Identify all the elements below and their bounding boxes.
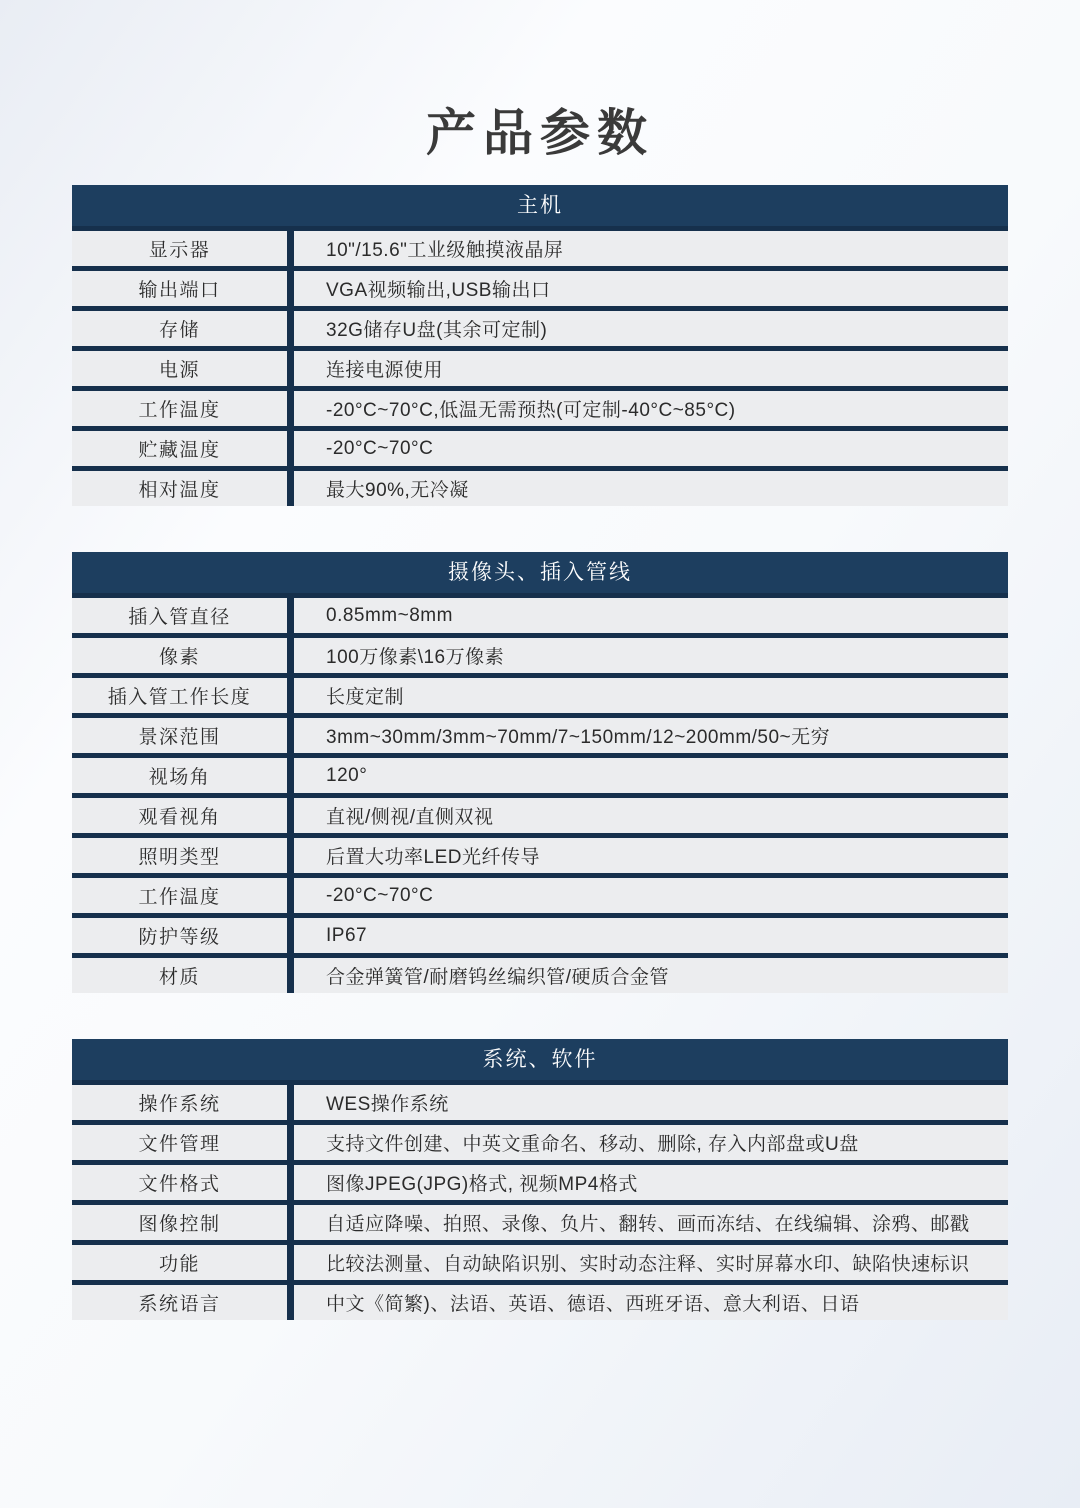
table-section-title: 主机 (72, 185, 1008, 226)
table-row (72, 753, 1008, 793)
table-row (72, 346, 1008, 386)
row-value: 后置大功率LED光纤传导 (326, 847, 540, 868)
table-row (72, 873, 1008, 913)
table-row (72, 913, 1008, 953)
row-label: 照明类型 (72, 838, 294, 873)
table-row (72, 1120, 1008, 1160)
table-row (72, 1160, 1008, 1200)
row-label: 像素 (72, 638, 294, 673)
page-title: 产品参数 (426, 105, 654, 161)
row-label: 材质 (72, 958, 294, 993)
table-row (72, 1240, 1008, 1280)
row-label: 输出端口 (72, 271, 294, 306)
table-section-title: 系统、软件 (72, 1039, 1008, 1080)
spec-table (72, 185, 1008, 506)
table-row (72, 673, 1008, 713)
row-value: 0.85mm~8mm (326, 604, 453, 626)
spec-table (72, 1039, 1008, 1320)
table-row (72, 1200, 1008, 1240)
row-value: -20°C~70°C,低温无需预热(可定制-40°C~85°C) (326, 400, 736, 421)
row-label: 电源 (72, 351, 294, 386)
row-value: WES操作系统 (326, 1094, 449, 1115)
row-value: 10"/15.6"工业级触摸液晶屏 (326, 240, 564, 261)
row-value: 长度定制 (326, 687, 405, 708)
row-value: -20°C~70°C (326, 437, 434, 459)
row-label: 文件格式 (72, 1165, 294, 1200)
row-value: 支持文件创建、中英文重命名、移动、删除, 存入内部盘或U盘 (326, 1134, 859, 1155)
row-label: 相对温度 (72, 471, 294, 506)
row-value: -20°C~70°C (326, 884, 434, 906)
row-value: 120° (326, 764, 368, 786)
row-value: 直视/侧视/直侧双视 (326, 807, 494, 828)
table-row (72, 266, 1008, 306)
row-label: 插入管工作长度 (72, 678, 294, 713)
row-value: 最大90%,无冷凝 (326, 480, 469, 501)
row-label: 显示器 (72, 231, 294, 266)
table-row (72, 306, 1008, 346)
row-value: 比较法测量、自动缺陷识别、实时动态注释、实时屏幕水印、缺陷快速标识 (326, 1254, 970, 1275)
row-label: 操作系统 (72, 1085, 294, 1120)
row-value: IP67 (326, 924, 368, 946)
row-label: 功能 (72, 1245, 294, 1280)
table-row (72, 593, 1008, 633)
row-label: 观看视角 (72, 798, 294, 833)
table-row (72, 833, 1008, 873)
table-row (72, 466, 1008, 506)
row-value: 合金弹簧管/耐磨钨丝编织管/硬质合金管 (326, 967, 670, 988)
table-section-title: 摄像头、插入管线 (72, 552, 1008, 593)
row-value: 3mm~30mm/3mm~70mm/7~150mm/12~200mm/50~无穷 (326, 727, 831, 748)
row-label: 存储 (72, 311, 294, 346)
table-row (72, 426, 1008, 466)
row-value: 连接电源使用 (326, 360, 444, 381)
row-value: 100万像素\16万像素 (326, 647, 505, 668)
row-label: 贮藏温度 (72, 431, 294, 466)
row-value: VGA视频输出,USB输出口 (326, 280, 551, 301)
row-value: 中文《简繁)、法语、英语、德语、西班牙语、意大利语、日语 (326, 1294, 860, 1315)
table-row (72, 386, 1008, 426)
row-label: 视场角 (72, 758, 294, 793)
table-row (72, 633, 1008, 673)
table-row (72, 1080, 1008, 1120)
row-value: 自适应降噪、拍照、录像、负片、翻转、画而冻结、在线编辑、涂鸦、邮戳 (326, 1214, 970, 1235)
row-label: 系统语言 (72, 1285, 294, 1320)
table-row (72, 713, 1008, 753)
row-label: 工作温度 (72, 878, 294, 913)
row-label: 插入管直径 (72, 598, 294, 633)
table-row (72, 793, 1008, 833)
spec-tables (72, 185, 1008, 1320)
row-value: 图像JPEG(JPG)格式, 视频MP4格式 (326, 1174, 638, 1195)
row-label: 工作温度 (72, 391, 294, 426)
row-label: 景深范围 (72, 718, 294, 753)
table-row (72, 226, 1008, 266)
table-row (72, 1280, 1008, 1320)
row-value: 32G储存U盘(其余可定制) (326, 320, 548, 341)
spec-table (72, 552, 1008, 993)
row-label: 防护等级 (72, 918, 294, 953)
table-row (72, 953, 1008, 993)
row-label: 文件管理 (72, 1125, 294, 1160)
row-label: 图像控制 (72, 1205, 294, 1240)
